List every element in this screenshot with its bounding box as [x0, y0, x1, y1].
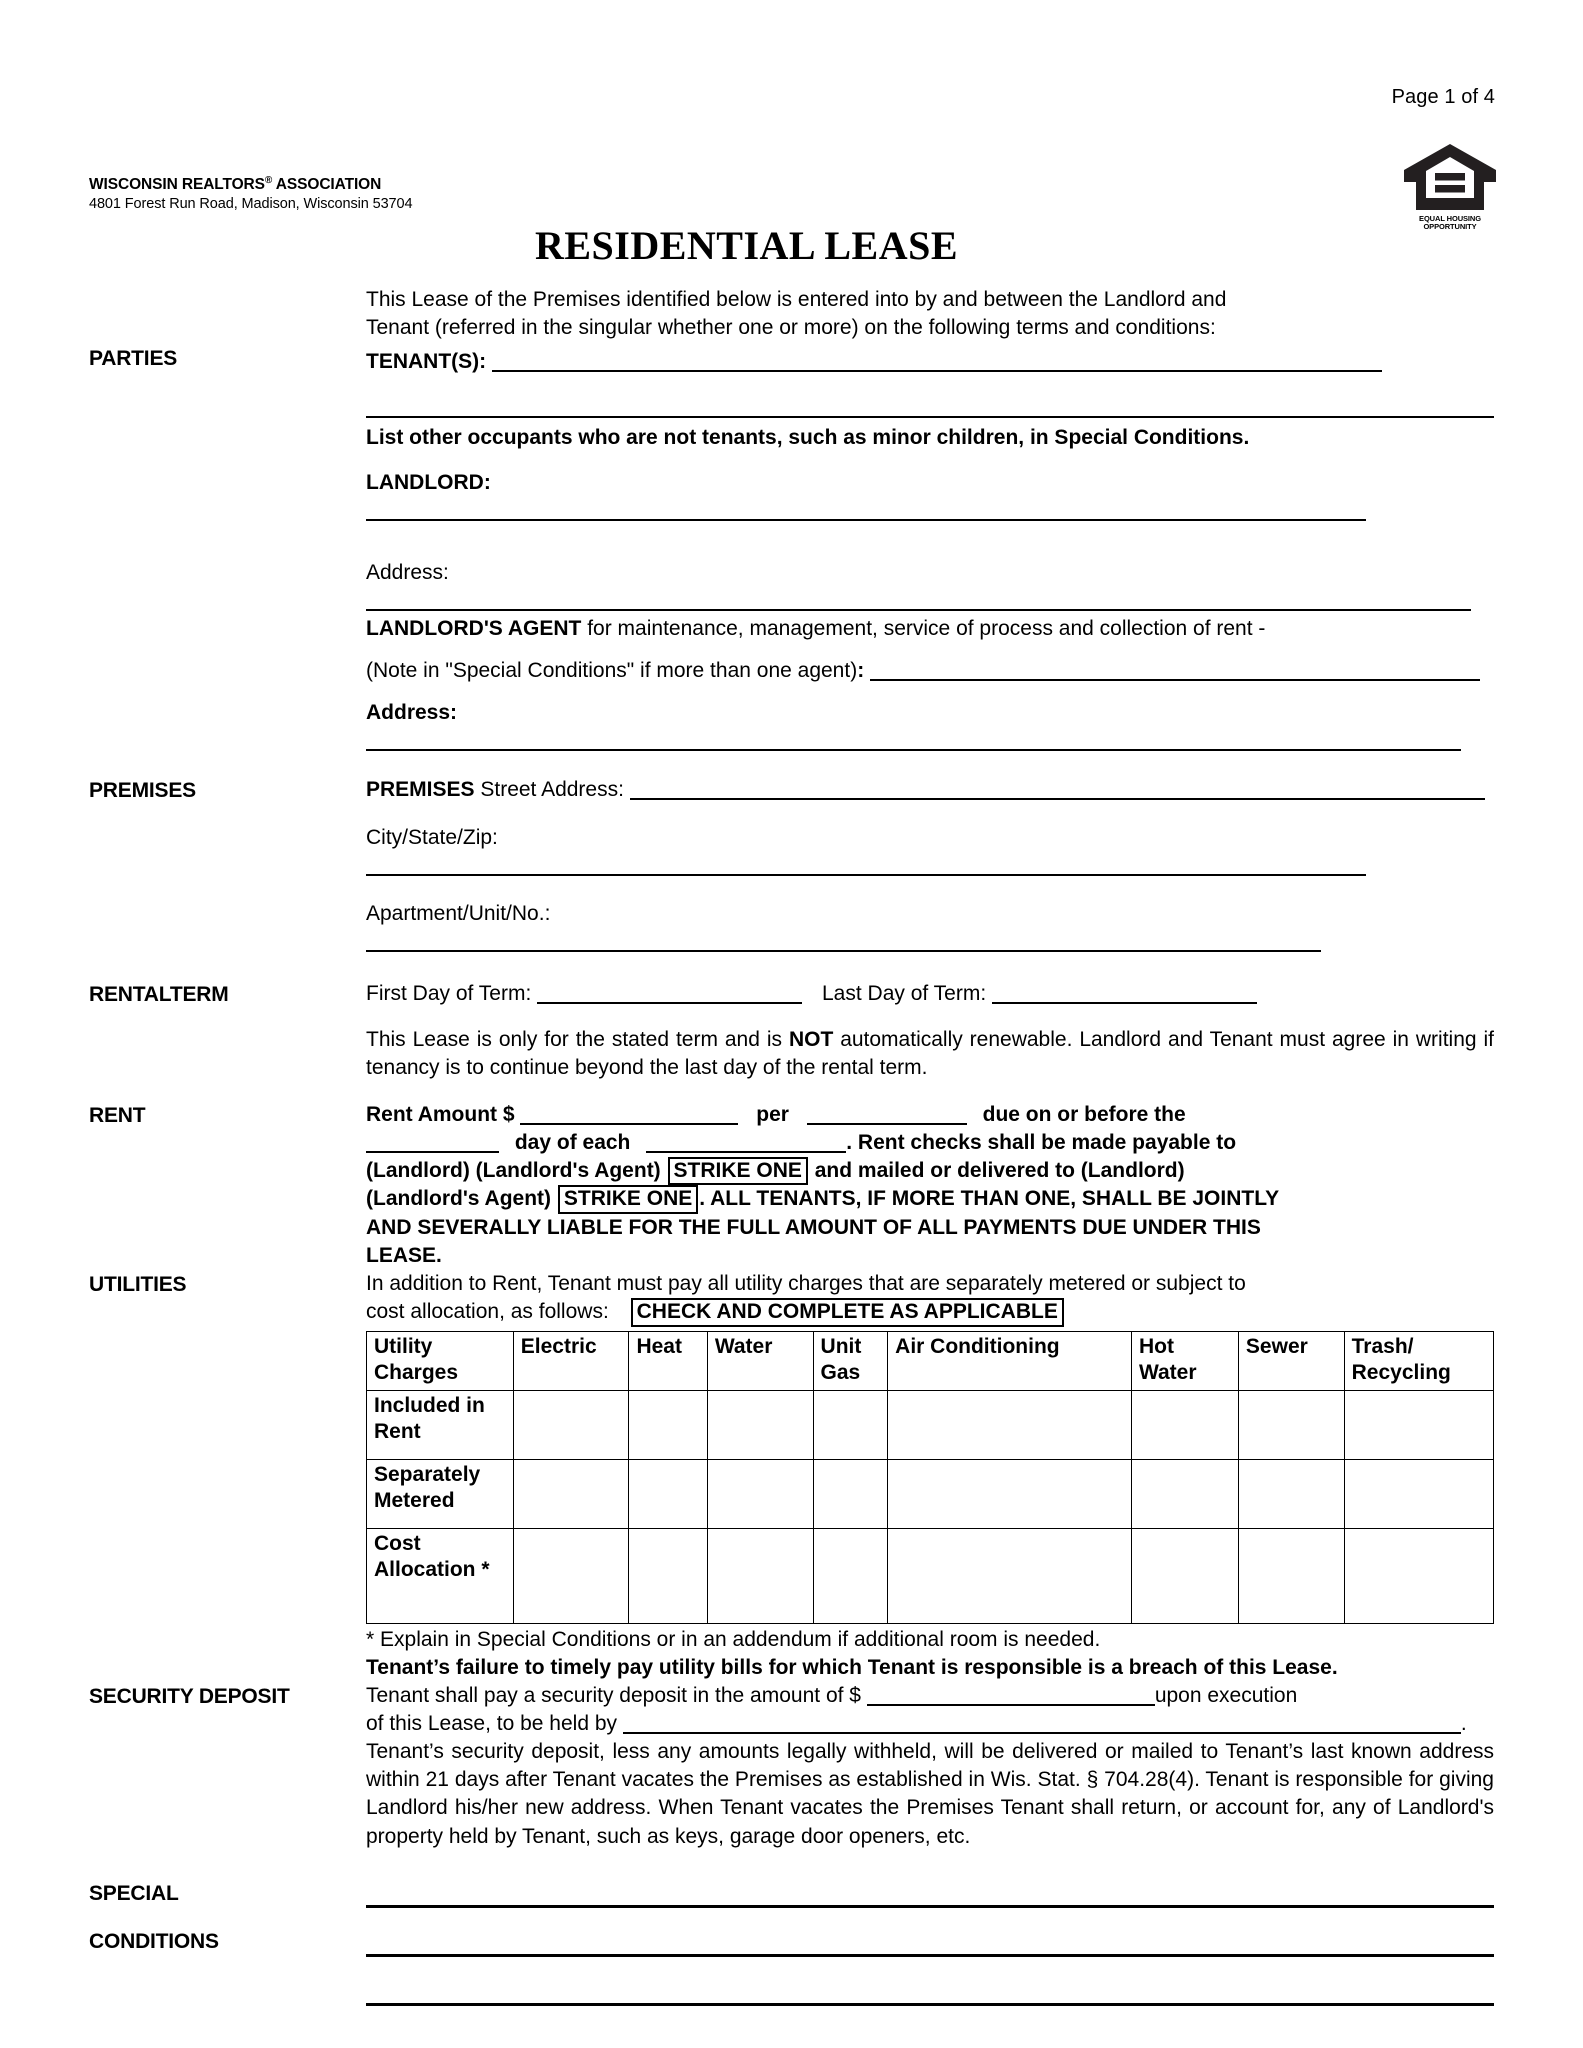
rent-checks-label: . Rent checks shall be made payable to [846, 1130, 1237, 1154]
section-label-security-deposit [89, 1682, 366, 1711]
city-state-zip-row [366, 824, 1494, 880]
cell-allocation-trash-recycling[interactable] [1344, 1528, 1493, 1623]
city-state-zip-input-line[interactable] [366, 874, 1366, 876]
section-label-rent [89, 1101, 366, 1130]
landlord-label: LANDLORD: [366, 470, 491, 494]
premises-street-row [366, 776, 1494, 804]
cell-included-heat[interactable] [629, 1390, 707, 1459]
association-name-suffix: ASSOCIATION [272, 176, 382, 194]
tenants-row [366, 348, 1494, 376]
utilities-body [366, 1270, 1494, 1682]
rent-amount-label: Rent Amount $ [366, 1102, 515, 1126]
section-label-premises [89, 776, 366, 805]
section-premises [89, 776, 1494, 957]
rent-period-input-line[interactable] [807, 1123, 967, 1125]
tenants-label: TENANT(S): [366, 350, 487, 374]
special-conditions-label-line-1: SPECIAL [89, 1881, 179, 1905]
rental-term-part-2: automatically renewable. Landlord and Tenant must agree in writing if tenancy is to continue beyond the last day of the rental term. [366, 1028, 1494, 1080]
security-deposit-holder-label: of this Lease, to be held by [366, 1712, 618, 1736]
last-day-label: Last Day of Term: [822, 982, 987, 1006]
agent-address-row [366, 699, 1494, 755]
cell-metered-hot-water[interactable] [1131, 1459, 1238, 1528]
rent-day-input-line[interactable] [366, 1151, 499, 1153]
document-body [89, 286, 1494, 2048]
rental-term-part-1: This Lease is only for the stated term and is [366, 1028, 789, 1052]
agent-address-input-line[interactable] [366, 749, 1461, 751]
cell-included-hot-water[interactable] [1131, 1390, 1238, 1459]
rent-month-input-line[interactable] [646, 1151, 846, 1153]
term-dates-row [366, 980, 1494, 1008]
section-rent [89, 1101, 1494, 1271]
utility-charges-table [366, 1331, 1494, 1624]
cell-allocation-heat[interactable] [629, 1528, 707, 1623]
parties-body [366, 286, 1494, 756]
table-header-row [367, 1331, 1494, 1390]
premises-label-text: PREMISES [89, 778, 196, 802]
landlord-address-row [366, 559, 1494, 615]
parties-intro-line-2: Tenant (referred in the singular whether one or more) on the following terms and conditions: [366, 316, 1216, 340]
rent-mailed-delivered: and mailed or delivered to (Landlord) [814, 1158, 1185, 1182]
cell-included-water[interactable] [707, 1390, 813, 1459]
col-unit-gas: Unit Gas [813, 1331, 888, 1390]
apartment-row [366, 900, 1494, 956]
cell-allocation-hot-water[interactable] [1131, 1528, 1238, 1623]
parties-label-text: PARTIES [89, 347, 178, 370]
cell-included-trash-recycling[interactable] [1344, 1390, 1493, 1459]
section-security-deposit [89, 1682, 1494, 1851]
association-name [89, 175, 412, 195]
section-rental-term [89, 980, 1494, 1082]
landlord-input-line[interactable] [366, 519, 1366, 521]
premises-bold-word: PREMISES [366, 777, 475, 801]
association-address: 4801 Forest Run Road, Madison, Wisconsin 53704 [89, 195, 413, 212]
section-label-utilities [89, 1270, 366, 1299]
col-hot-water: Hot Water [1131, 1331, 1238, 1390]
cell-included-unit-gas[interactable] [813, 1390, 888, 1459]
security-deposit-text: Tenant’s security deposit, less any amounts legally withheld, will be delivered or mailed to Tenant’s last known address within 21 days after Tenant vacates the Premises as established in Wis. Stat. § 704.28(4). Tenant is responsible for giving Landlord his/her new address. When Tenant vacates the Premises Tenant shall return, or account for, any of Landlord's property held by Tenant, such as keys, garage door openers, etc. [366, 1740, 1494, 1848]
cell-metered-water[interactable] [707, 1459, 813, 1528]
section-label-parties [89, 286, 366, 373]
premises-body [366, 776, 1494, 957]
security-deposit-amount-label: Tenant shall pay a security deposit in the amount of $ [366, 1683, 861, 1707]
city-state-zip-label: City/State/Zip: [366, 825, 498, 849]
utilities-breach-note: Tenant’s failure to timely pay utility bills for which Tenant is responsible is a breach of this Lease. [366, 1655, 1338, 1679]
special-conditions-label-line-2: CONDITIONS [89, 1930, 219, 1954]
rent-body [366, 1101, 1494, 1271]
rent-line-3 [366, 1157, 1494, 1186]
cell-included-electric[interactable] [513, 1390, 629, 1459]
security-deposit-amount-input-line[interactable] [867, 1704, 1155, 1706]
eho-caption-line-2: OPPORTUNITY [1423, 222, 1477, 232]
rent-line-5: AND SEVERALLY LIABLE FOR THE FULL AMOUNT OF ALL PAYMENTS DUE UNDER THIS [366, 1215, 1261, 1239]
eho-caption-line-1: EQUAL HOUSING [1419, 214, 1481, 223]
special-conditions-body [366, 1879, 1494, 2048]
page-number: Page 1 of 4 [1391, 86, 1495, 108]
rent-line-2 [366, 1129, 1494, 1157]
agent-label: LANDLORD'S AGENT [366, 617, 582, 640]
utilities-footnote: * Explain in Special Conditions or in an addendum if additional room is needed. [366, 1627, 1101, 1651]
agent-text: for maintenance, management, service of process and collection of rent - [581, 617, 1266, 640]
check-and-complete-box[interactable]: CHECK AND COMPLETE AS APPLICABLE [631, 1298, 1064, 1327]
agent-note-colon: : [857, 659, 865, 683]
equal-housing-opportunity-logo [1402, 140, 1498, 232]
security-deposit-amount-row [366, 1682, 1494, 1710]
first-day-label: First Day of Term: [366, 982, 532, 1006]
cell-metered-sewer[interactable] [1238, 1459, 1344, 1528]
rent-line-4 [366, 1185, 1494, 1214]
col-utility-charges: Utility Charges [367, 1331, 514, 1390]
premises-street-input-line[interactable] [630, 798, 1485, 800]
rental-term-body-text [366, 1026, 1494, 1082]
rental-term-not: NOT [788, 1028, 834, 1052]
registered-mark: ® [264, 175, 273, 186]
cell-included-air-conditioning[interactable] [888, 1390, 1132, 1459]
cell-metered-electric[interactable] [513, 1459, 629, 1528]
agent-note: (Note in "Special Conditions" if more than one agent) [366, 659, 858, 683]
agent-name-input-line[interactable] [870, 679, 1480, 681]
utilities-intro-line-2-text: cost allocation, as follows: [366, 1300, 609, 1324]
landlord-row [366, 469, 1494, 525]
cell-allocation-water[interactable] [707, 1528, 813, 1623]
rent-line-6: LEASE. [366, 1243, 442, 1267]
rent-due-label: due on or before the [982, 1102, 1186, 1126]
apartment-input-line[interactable] [366, 950, 1321, 952]
cell-allocation-sewer[interactable] [1238, 1528, 1344, 1623]
col-air-conditioning: Air Conditioning [888, 1331, 1132, 1390]
security-deposit-body [366, 1682, 1494, 1851]
row-header-cost-allocation: Cost Allocation * [367, 1528, 514, 1623]
cell-allocation-unit-gas[interactable] [813, 1528, 888, 1623]
equal-housing-icon [1402, 140, 1498, 214]
col-electric: Electric [513, 1331, 629, 1390]
cell-metered-air-conditioning[interactable] [888, 1459, 1132, 1528]
section-label-rental-term [89, 980, 366, 1009]
association-name-text: WISCONSIN REALTORS [89, 176, 265, 194]
rent-joint-liability-1: . ALL TENANTS, IF MORE THAN ONE, SHALL BE JOINTLY [699, 1187, 1280, 1211]
security-deposit-holder-row [366, 1710, 1494, 1738]
section-parties [89, 286, 1494, 756]
strike-one-box-2[interactable]: STRIKE ONE [558, 1185, 698, 1214]
rent-amount-input-line[interactable] [520, 1123, 738, 1125]
agent-note-row [366, 657, 1494, 685]
section-special-conditions [89, 1879, 1494, 2048]
landlord-address-input-line[interactable] [366, 609, 1471, 611]
col-heat: Heat [629, 1331, 707, 1390]
rent-line-1 [366, 1101, 1494, 1129]
page-title: RESIDENTIAL LEASE [534, 223, 959, 268]
occupants-note: List other occupants who are not tenants, such as minor children, in Special Conditions. [366, 426, 1250, 450]
first-day-input-line[interactable] [537, 1002, 802, 1004]
rent-agent-party: (Landlord's Agent) [366, 1187, 552, 1211]
rent-label-text: RENT [89, 1103, 146, 1127]
agent-address-label: Address: [366, 701, 458, 725]
col-sewer: Sewer [1238, 1331, 1344, 1390]
rent-per-label: per [756, 1102, 789, 1126]
col-water: Water [707, 1331, 813, 1390]
rent-day-of-each-label: day of each [514, 1130, 631, 1154]
rent-payable-parties: (Landlord) (Landlord's Agent) [366, 1158, 661, 1182]
landlord-address-label: Address: [366, 560, 449, 584]
apartment-label: Apartment/Unit/No.: [366, 901, 551, 925]
agent-row [366, 615, 1494, 643]
utilities-intro-line-1: In addition to Rent, Tenant must pay all utility charges that are separately metered or subject to [366, 1272, 1246, 1296]
security-deposit-label-text: SECURITY DEPOSIT [89, 1684, 290, 1708]
table-row [367, 1528, 1494, 1623]
security-deposit-holder-input-line[interactable] [623, 1732, 1461, 1734]
cell-metered-heat[interactable] [629, 1459, 707, 1528]
table-row [367, 1459, 1494, 1528]
cell-metered-unit-gas[interactable] [813, 1459, 888, 1528]
security-deposit-holder-period: . [1460, 1712, 1467, 1736]
parties-intro-line-1: This Lease of the Premises identified below is entered into by and between the Landlord and [366, 288, 1227, 311]
row-header-included-in-rent: Included in Rent [367, 1390, 514, 1459]
rental-term-label-text: RENTALTERM [89, 983, 229, 1007]
premises-street-label: Street Address: [474, 777, 624, 801]
utilities-label-text: UTILITIES [89, 1273, 187, 1297]
cell-metered-trash-recycling[interactable] [1344, 1459, 1493, 1528]
table-row [367, 1390, 1494, 1459]
row-header-separately-metered: Separately Metered [367, 1459, 514, 1528]
section-label-special-conditions [89, 1879, 366, 1957]
strike-one-box-1[interactable]: STRIKE ONE [668, 1157, 808, 1186]
last-day-input-line[interactable] [992, 1002, 1257, 1004]
cell-included-sewer[interactable] [1238, 1390, 1344, 1459]
col-trash-recycling: Trash/ Recycling [1344, 1331, 1493, 1390]
rental-term-body [366, 980, 1494, 1082]
utilities-intro-line-2 [366, 1298, 1494, 1327]
security-deposit-upon-execution: upon execution [1154, 1683, 1298, 1707]
association-block [89, 175, 412, 214]
tenants-input-line[interactable] [492, 370, 1382, 372]
section-utilities [89, 1270, 1494, 1682]
cell-allocation-air-conditioning[interactable] [888, 1528, 1132, 1623]
cell-allocation-electric[interactable] [513, 1528, 629, 1623]
